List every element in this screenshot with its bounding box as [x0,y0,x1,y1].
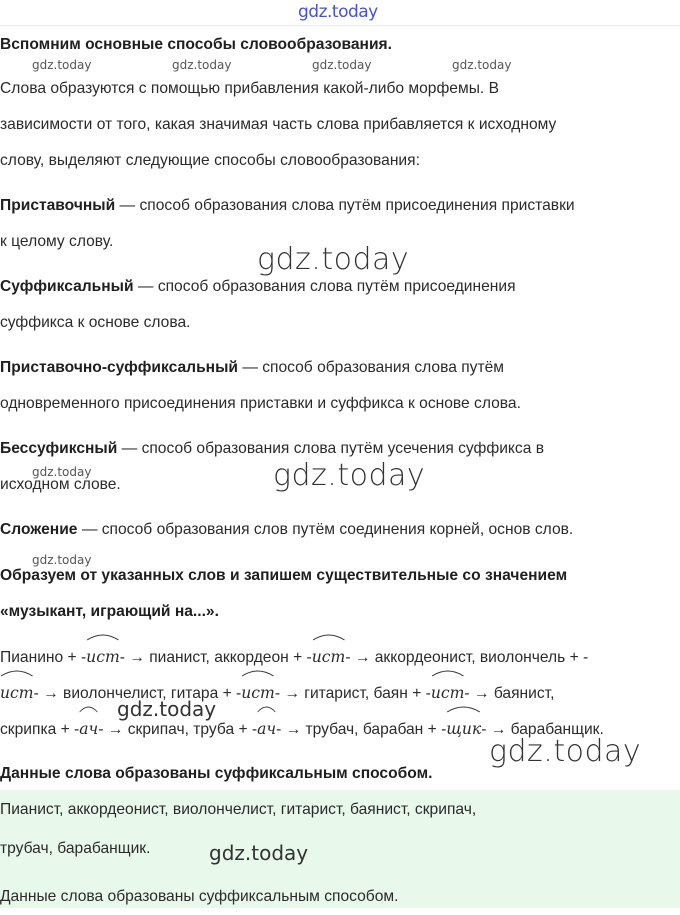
derivation-text: скрипка + - [0,721,80,738]
watermark-medium: gdz.today [117,697,217,721]
method-definition: — способ образования слова путём присоединения приставки [115,197,575,214]
method-definition-cont: к целому слову. [0,233,114,250]
method-suffix [0,269,680,305]
method-definition-cont: одновременного присоединения приставки и суффикса к основе слова. [0,395,521,412]
method-term: Приставочно-суффиксальный [0,359,238,376]
intro-line: слову, выделяют следующие способы словообразования: [0,152,420,169]
method-prefix [0,188,680,224]
method-definition-cont: исходном слове. [0,476,121,493]
suffix-mark: ач [79,711,98,747]
suffix-mark: ист [86,639,120,675]
method-term: Сложение [0,521,78,538]
watermark-small: gdz.today [32,58,92,72]
derivation-text: - → трубач, барабан + - [276,721,447,738]
suffix-mark: ист [431,675,465,711]
derivation-text: - → гитарист, баян + - [274,685,431,702]
method-definition: — способ образования слова путём усечения суффикса в [117,440,545,457]
method-compounding [0,512,680,548]
conclusion: Данные слова образованы суффиксальным способом. [0,765,433,782]
method-term: Суффиксальный [0,278,134,295]
watermark-small: gdz.today [172,58,232,72]
watermark-large: gdz.today [257,242,410,277]
intro-line: Слова образуются с помощью прибавления какой-либо морфемы. В [0,80,499,97]
derivation-line [0,675,680,712]
method-prefix-suffix [0,350,680,386]
section-heading: Вспомним основные способы словообразования. [0,36,392,53]
method-definition: — способ образования слова путём присоединения [133,278,516,295]
task-line: Образуем от указанных слов и запишем существительные со значением [0,567,568,584]
watermark-small: gdz.today [32,553,92,567]
answer-line: трубач, барабанщик. [0,840,151,857]
method-term: Бессуфиксный [0,440,118,457]
method-definition: — способ образования слова путём [237,359,504,376]
derivation-line [0,639,680,676]
watermark-small: gdz.today [312,58,372,72]
task-line: «музыкант, играющий на...». [0,603,219,620]
intro-line: зависимости от того, какая значимая часть слова прибавляется к исходному [0,116,557,133]
derivation-text: - → баянист, [464,685,555,702]
derivation-text: Пианино + - [0,649,87,666]
derivation-text: - → скрипач, труба + - [98,721,258,738]
watermark-small: gdz.today [32,465,92,479]
method-definition-cont: суффикса к основе слова. [0,314,191,331]
watermark-large: gdz.today [489,734,642,769]
suffix-mark: ист [0,675,34,711]
watermark-large: gdz.today [273,458,426,493]
suffix-mark: ист [312,639,346,675]
answer-line: Данные слова образованы суффиксальным способом. [0,888,399,905]
derivation-text: - → аккордеонист, виолончель + - [345,649,589,666]
suffix-mark: щик [446,711,481,747]
derivation-text: - → виолончелист, гитара + - [33,685,242,702]
watermark-top: gdz.today [298,2,378,22]
method-term: Приставочный [0,197,116,214]
watermark-small: gdz.today [452,58,512,72]
derivation-text: - → барабанщик. [481,721,604,738]
divider [0,25,680,26]
derivation-text: - → пианист, аккордеон + - [119,649,312,666]
method-definition: — способ образования слов путём соединения корней, основ слов. [77,521,574,538]
suffix-mark: ист [241,675,275,711]
watermark-medium: gdz.today [209,841,309,865]
suffix-mark: ач [257,711,276,747]
answer-line: Пианист, аккордеонист, виолончелист, гитарист, баянист, скрипач, [0,801,477,818]
